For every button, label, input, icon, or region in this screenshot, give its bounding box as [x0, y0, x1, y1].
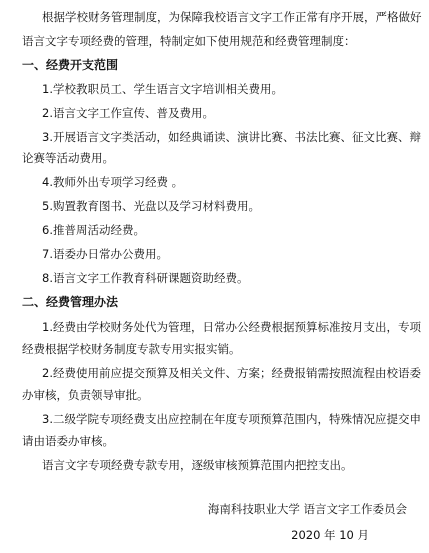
section-1-item-4: 4.教师外出专项学习经费 。	[42, 175, 184, 189]
section-1-item-7: 7.语委办日常办公费用。	[42, 247, 168, 261]
intro-line-2: 语言文字专项经费的管理，特制定如下使用规范和经费管理制度：	[22, 34, 356, 48]
section-1-item-1: 1.学校教职员工、学生语言文字培训相关费用。	[42, 82, 283, 96]
section-2-line-3: 2.经费使用前应提交预算及相关文件、方案；经费报销需按照流程由校语委	[42, 366, 421, 380]
section-1-item-2: 2.语言文字工作宣传、普及费用。	[42, 106, 214, 120]
section-2-line-6: 请由语委办审核。	[22, 434, 114, 448]
section-1-heading: 一、经费开支范围	[22, 58, 119, 72]
signature-organization: 海南科技职业大学 语言文字工作委员会	[207, 502, 407, 516]
section-2-line-2: 经费根据学校财务制度专款专用实报实销。	[22, 342, 241, 356]
section-2-heading: 二、经费管理办法	[22, 295, 119, 309]
section-1-item-5: 5.购置教育图书、光盘以及学习材料费用。	[42, 199, 260, 213]
section-1-item-8: 8.语言文字工作教育科研课题资助经费。	[42, 271, 249, 285]
section-1-item-3: 3.开展语言文字类活动，如经典诵读、演讲比赛、书法比赛、征文比赛、辩	[42, 130, 421, 144]
section-1-item-6: 6.推普周活动经费。	[42, 223, 145, 237]
intro-line-1: 根据学校财务管理制度，为保障我校语言文字工作正常有序开展，严格做好	[42, 10, 422, 24]
section-1-item-3-continued: 论赛等活动费用。	[22, 151, 114, 165]
section-2-line-5: 3.二级学院专项经费支出应控制在年度专项预算范围内，特殊情况应提交申	[42, 412, 421, 426]
signature-date: 2020 年 10 月	[291, 528, 369, 542]
section-2-line-1: 1.经费由学校财务处代为管理，日常办公经费根据预算标准按月支出，专项	[42, 320, 421, 334]
section-2-line-4: 办审核，负责领导审批。	[22, 388, 149, 402]
section-2-line-7: 语言文字专项经费专款专用，逐级审核预算范围内把控支出。	[42, 458, 353, 472]
